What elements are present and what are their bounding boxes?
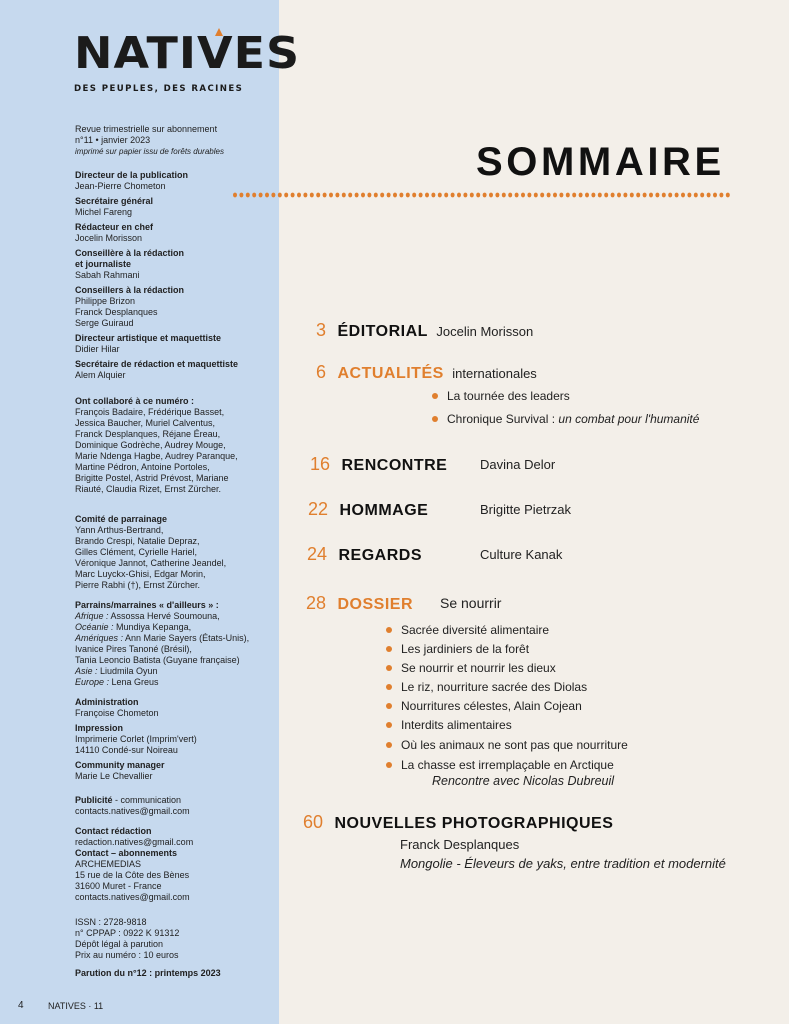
rule-dot bbox=[297, 193, 301, 198]
toc-subitem[interactable]: Interdits alimentaires bbox=[386, 718, 512, 732]
rule-dot bbox=[515, 193, 519, 198]
comite-line: Gilles Clément, Cyrielle Hariel, bbox=[75, 547, 198, 557]
masthead-sidebar bbox=[0, 0, 301, 1024]
contributors-line: Martine Pédron, Antoine Portoles, bbox=[75, 462, 210, 472]
rule-dot bbox=[483, 193, 487, 198]
rule-dot bbox=[489, 193, 493, 198]
logo-wordmark: NATIVES bbox=[74, 27, 301, 79]
parrains-line: Europe : Lena Greus bbox=[75, 677, 159, 687]
contributors-line: François Badaire, Frédérique Basset, bbox=[75, 407, 225, 417]
rule-dot bbox=[508, 193, 512, 198]
intro-note: imprimé sur papier issu de forêts durables bbox=[75, 147, 224, 156]
dotted-rule bbox=[232, 192, 730, 198]
footer-magazine-name: NATIVES · 11 bbox=[48, 1001, 104, 1011]
pub-title: Publicité bbox=[75, 795, 113, 805]
rule-dot bbox=[527, 193, 531, 198]
bullet-icon bbox=[432, 393, 438, 399]
entry-subtitle: Culture Kanak bbox=[480, 547, 563, 562]
entry-author: Franck Desplanques bbox=[400, 837, 520, 852]
intro-line: n°11 • janvier 2023 bbox=[75, 135, 151, 145]
rule-dot bbox=[675, 193, 679, 198]
entry-subtitle: internationales bbox=[452, 366, 537, 381]
staff-name: Jean-Pierre Chometon bbox=[75, 181, 166, 191]
logo-tagline: DES PEUPLES, DES RACINES bbox=[74, 84, 244, 94]
contributors-line: Brigitte Postel, Astrid Prévost, Mariane bbox=[75, 473, 229, 483]
toc-subitem[interactable]: Où les animaux ne sont pas que nourriture bbox=[386, 738, 628, 752]
contributors-block bbox=[75, 396, 265, 495]
entry-section: ACTUALITÉS bbox=[337, 365, 444, 382]
rule-dot bbox=[451, 193, 455, 198]
legal-line: n° CPPAP : 0922 K 91312 bbox=[75, 928, 180, 938]
entry-note: Mongolie - Éleveurs de yaks, entre tradition et modernité bbox=[400, 856, 726, 871]
rule-dot bbox=[393, 193, 397, 198]
impression-line: 14110 Condé-sur Noireau bbox=[75, 745, 178, 755]
toc-subitem[interactable]: La chasse est irremplaçable en Arctique bbox=[386, 758, 614, 772]
entry-page: 22 bbox=[308, 499, 329, 519]
rule-dot bbox=[438, 193, 442, 198]
community-title: Community manager bbox=[75, 760, 165, 770]
rule-dot bbox=[553, 193, 557, 198]
rule-dot bbox=[591, 193, 595, 198]
entry-page: 28 bbox=[306, 593, 327, 613]
rule-dot bbox=[662, 193, 666, 198]
toc-subitem-note: Rencontre avec Nicolas Dubreuil bbox=[432, 774, 615, 788]
bullet-icon bbox=[432, 416, 438, 422]
comite-line: Pierre Rabhi (†), Ernst Zürcher. bbox=[75, 580, 201, 590]
parrains-line: Asie : Liudmila Oyun bbox=[75, 666, 158, 676]
abo-line: 15 rue de la Côte des Bènes bbox=[75, 870, 190, 880]
toc-entry-editorial[interactable] bbox=[316, 320, 533, 341]
comite-line: Véronique Jannot, Catherine Jeandel, bbox=[75, 558, 227, 568]
contributors-line: Marie Ndenga Hagbe, Audrey Paranque, bbox=[75, 451, 238, 461]
rule-dot bbox=[335, 193, 339, 198]
toc-subitem[interactable]: Les jardiniers de la forêt bbox=[386, 642, 529, 656]
rule-dot bbox=[265, 193, 269, 198]
staff-name: Philippe Brizon bbox=[75, 296, 136, 306]
parrains-line: Tania Leoncio Batista (Guyane française) bbox=[75, 655, 240, 665]
staff-role: Secrétaire général bbox=[75, 196, 154, 206]
entry-author: Davina Delor bbox=[480, 457, 556, 472]
contributors-title: Ont collaboré à ce numéro : bbox=[75, 396, 195, 406]
parrains-title: Parrains/marraines « d'ailleurs » : bbox=[75, 600, 219, 610]
bullet-icon bbox=[386, 646, 392, 652]
rule-dot bbox=[681, 193, 685, 198]
rule-dot bbox=[636, 193, 640, 198]
logo-accent-mark bbox=[215, 28, 223, 36]
staff-role: Rédacteur en chef bbox=[75, 222, 154, 232]
toc-subitem[interactable]: Chronique Survival : un combat pour l'humanité bbox=[432, 412, 699, 426]
rule-dot bbox=[355, 193, 359, 198]
rule-dot bbox=[559, 193, 563, 198]
rule-dot bbox=[547, 193, 551, 198]
rule-dot bbox=[323, 193, 327, 198]
staff-role: Secrétaire de rédaction et maquettiste bbox=[75, 359, 239, 369]
bullet-icon bbox=[386, 665, 392, 671]
abo-title: Contact – abonnements bbox=[75, 848, 178, 858]
rule-dot bbox=[246, 193, 250, 198]
rule-dot bbox=[431, 193, 435, 198]
comite-line: Yann Arthus-Bertrand, bbox=[75, 525, 164, 535]
next-issue: Parution du n°12 : printemps 2023 bbox=[75, 968, 221, 978]
staff-role: Directeur de la publication bbox=[75, 170, 189, 180]
rule-dot bbox=[425, 193, 429, 198]
pub-block: Publicité - communication contacts.natives@gmail.com bbox=[75, 795, 265, 817]
toc-subitem[interactable]: La tournée des leaders bbox=[432, 389, 570, 403]
parrains-block bbox=[75, 600, 265, 688]
bullet-icon bbox=[386, 627, 392, 633]
rule-dot bbox=[649, 193, 653, 198]
rule-dot bbox=[303, 193, 307, 198]
contact-block bbox=[75, 826, 265, 903]
rule-dot bbox=[367, 193, 371, 198]
rule-dot bbox=[719, 193, 723, 198]
impression-line: Imprimerie Corlet (Imprim'vert) bbox=[75, 734, 197, 744]
toc-subitem[interactable]: Le riz, nourriture sacrée des Diolas bbox=[386, 680, 587, 694]
rule-dot bbox=[348, 193, 352, 198]
contributors-line: Dominique Godrèche, Audrey Mouge, bbox=[75, 440, 226, 450]
entry-section: ÉDITORIAL bbox=[337, 323, 428, 340]
entry-page: 60 bbox=[303, 812, 324, 832]
rule-dot bbox=[623, 193, 627, 198]
sommaire-title: SOMMAIRE bbox=[476, 140, 725, 184]
rule-dot bbox=[457, 193, 461, 198]
rule-dot bbox=[291, 193, 295, 198]
page-number: 4 bbox=[18, 1000, 24, 1011]
contributors-line: Franck Desplanques, Réjane Éreau, bbox=[75, 429, 221, 439]
toc-entry-rencontre[interactable] bbox=[310, 454, 447, 475]
rule-dot bbox=[374, 193, 378, 198]
staff-name: Jocelin Morisson bbox=[75, 233, 143, 243]
rule-dot bbox=[387, 193, 391, 198]
staff-role: Conseillers à la rédaction bbox=[75, 285, 185, 295]
entry-section: NOUVELLES PHOTOGRAPHIQUES bbox=[334, 815, 614, 832]
entry-page: 6 bbox=[316, 362, 327, 382]
rule-dot bbox=[604, 193, 608, 198]
rule-dot bbox=[540, 193, 544, 198]
comite-title: Comité de parrainage bbox=[75, 514, 168, 524]
entry-page: 24 bbox=[307, 544, 328, 564]
legal-block bbox=[75, 917, 265, 961]
rule-dot bbox=[271, 193, 275, 198]
rule-dot bbox=[694, 193, 698, 198]
legal-line: Prix au numéro : 10 euros bbox=[75, 950, 179, 960]
rule-dot bbox=[566, 193, 570, 198]
rule-dot bbox=[495, 193, 499, 198]
toc-subitem[interactable]: Nourritures célestes, Alain Cojean bbox=[386, 699, 582, 713]
legal-line: Dépôt légal à parution bbox=[75, 939, 164, 949]
rule-dot bbox=[598, 193, 602, 198]
contact-title: Contact rédaction bbox=[75, 826, 152, 836]
toc-subitem[interactable]: Se nourrir et nourrir les dieux bbox=[386, 661, 556, 675]
rule-dot bbox=[463, 193, 467, 198]
entry-section: DOSSIER bbox=[337, 596, 413, 613]
parrains-line: Ivanice Pires Tanoné (Brésil), bbox=[75, 644, 192, 654]
rule-dot bbox=[643, 193, 647, 198]
rule-dot bbox=[470, 193, 474, 198]
rule-dot bbox=[239, 193, 243, 198]
legal-line: ISSN : 2728-9818 bbox=[75, 917, 147, 927]
community-name: Marie Le Chevallier bbox=[75, 771, 153, 781]
bullet-icon bbox=[386, 742, 392, 748]
parrains-line: Océanie : Mundiya Kepanga, bbox=[75, 622, 192, 632]
staff-name: Alem Alquier bbox=[75, 370, 126, 380]
rule-dot bbox=[278, 193, 282, 198]
rule-dot bbox=[579, 193, 583, 198]
rule-dot bbox=[259, 193, 263, 198]
rule-dot bbox=[380, 193, 384, 198]
staff-name: Sabah Rahmani bbox=[75, 270, 140, 280]
contributors-line: Jessica Baucher, Muriel Calventus, bbox=[75, 418, 216, 428]
comite-line: Brando Crespi, Natalie Depraz, bbox=[75, 536, 200, 546]
rule-dot bbox=[329, 193, 333, 198]
rule-dot bbox=[611, 193, 615, 198]
contact-email[interactable]: redaction.natives@gmail.com bbox=[75, 837, 194, 847]
rule-dot bbox=[342, 193, 346, 198]
rule-dot bbox=[655, 193, 659, 198]
staff-name: Franck Desplanques bbox=[75, 307, 158, 317]
abo-line: ARCHEMEDIAS bbox=[75, 859, 142, 869]
rule-dot bbox=[310, 193, 314, 198]
rule-dot bbox=[707, 193, 711, 198]
rule-dot bbox=[361, 193, 365, 198]
rule-dot bbox=[316, 193, 320, 198]
rule-dot bbox=[502, 193, 506, 198]
entry-author: Brigitte Pietrzak bbox=[480, 502, 572, 517]
rule-dot bbox=[687, 193, 691, 198]
rule-dot bbox=[399, 193, 403, 198]
rule-dot bbox=[585, 193, 589, 198]
toc-entry-dossier[interactable] bbox=[306, 593, 413, 614]
bullet-icon bbox=[386, 703, 392, 709]
staff-name: Michel Fareng bbox=[75, 207, 133, 217]
entry-page: 16 bbox=[310, 454, 331, 474]
staff-role: Directeur artistique et maquettiste bbox=[75, 333, 222, 343]
staff-name: Serge Guiraud bbox=[75, 318, 134, 328]
rule-dot bbox=[713, 193, 717, 198]
impression-title: Impression bbox=[75, 723, 124, 733]
rule-dot bbox=[630, 193, 634, 198]
natives-logo bbox=[74, 26, 301, 94]
parrains-line: Amériques : Ann Marie Sayers (États-Unis), bbox=[75, 633, 250, 643]
toc-entry-regards[interactable] bbox=[307, 544, 422, 565]
rule-dot bbox=[406, 193, 410, 198]
masthead-intro bbox=[75, 124, 265, 157]
entry-author: Jocelin Morisson bbox=[436, 324, 534, 339]
entry-page: 3 bbox=[316, 320, 327, 340]
admin-block bbox=[75, 697, 265, 782]
toc-entry-photos[interactable] bbox=[303, 812, 613, 833]
rule-dot bbox=[726, 193, 730, 198]
rule-dot bbox=[476, 193, 480, 198]
entry-section: RENCONTRE bbox=[341, 457, 448, 474]
staff-role: et journaliste bbox=[75, 259, 132, 269]
toc-entry-hommage[interactable] bbox=[308, 499, 428, 520]
bullet-icon bbox=[386, 722, 392, 728]
abo-line: 31600 Muret - France bbox=[75, 881, 162, 891]
rule-dot bbox=[284, 193, 288, 198]
contributors-line: Riauté, Claudia Rizet, Ernst Zürcher. bbox=[75, 484, 222, 494]
rule-dot bbox=[668, 193, 672, 198]
pub-email[interactable]: contacts.natives@gmail.com bbox=[75, 806, 190, 816]
rule-dot bbox=[233, 193, 237, 198]
comite-line: Marc Luyckx-Ghisi, Edgar Morin, bbox=[75, 569, 206, 579]
rule-dot bbox=[521, 193, 525, 198]
entry-section: REGARDS bbox=[338, 547, 422, 564]
rule-dot bbox=[534, 193, 538, 198]
parrains-line: Afrique : Assossa Hervé Soumouna, bbox=[75, 611, 220, 621]
rule-dot bbox=[617, 193, 621, 198]
staff-role: Conseillère à la rédaction bbox=[75, 248, 185, 258]
comite-block bbox=[75, 514, 265, 591]
abo-email[interactable]: contacts.natives@gmail.com bbox=[75, 892, 190, 902]
staff-name: Didier Hilar bbox=[75, 344, 120, 354]
bullet-icon bbox=[386, 762, 392, 768]
rule-dot bbox=[419, 193, 423, 198]
staff-list bbox=[75, 170, 265, 381]
rule-dot bbox=[444, 193, 448, 198]
admin-name: Françoise Chometon bbox=[75, 708, 159, 718]
rule-dot bbox=[572, 193, 576, 198]
rule-dot bbox=[700, 193, 704, 198]
entry-section: HOMMAGE bbox=[339, 502, 429, 519]
toc-entry-actualites[interactable] bbox=[316, 362, 537, 383]
rule-dot bbox=[412, 193, 416, 198]
toc-subitem[interactable]: Sacrée diversité alimentaire bbox=[386, 623, 549, 637]
intro-line: Revue trimestrielle sur abonnement bbox=[75, 124, 218, 134]
rule-dot bbox=[252, 193, 256, 198]
admin-title: Administration bbox=[75, 697, 139, 707]
bullet-icon bbox=[386, 684, 392, 690]
entry-subtitle: Se nourrir bbox=[440, 595, 502, 611]
